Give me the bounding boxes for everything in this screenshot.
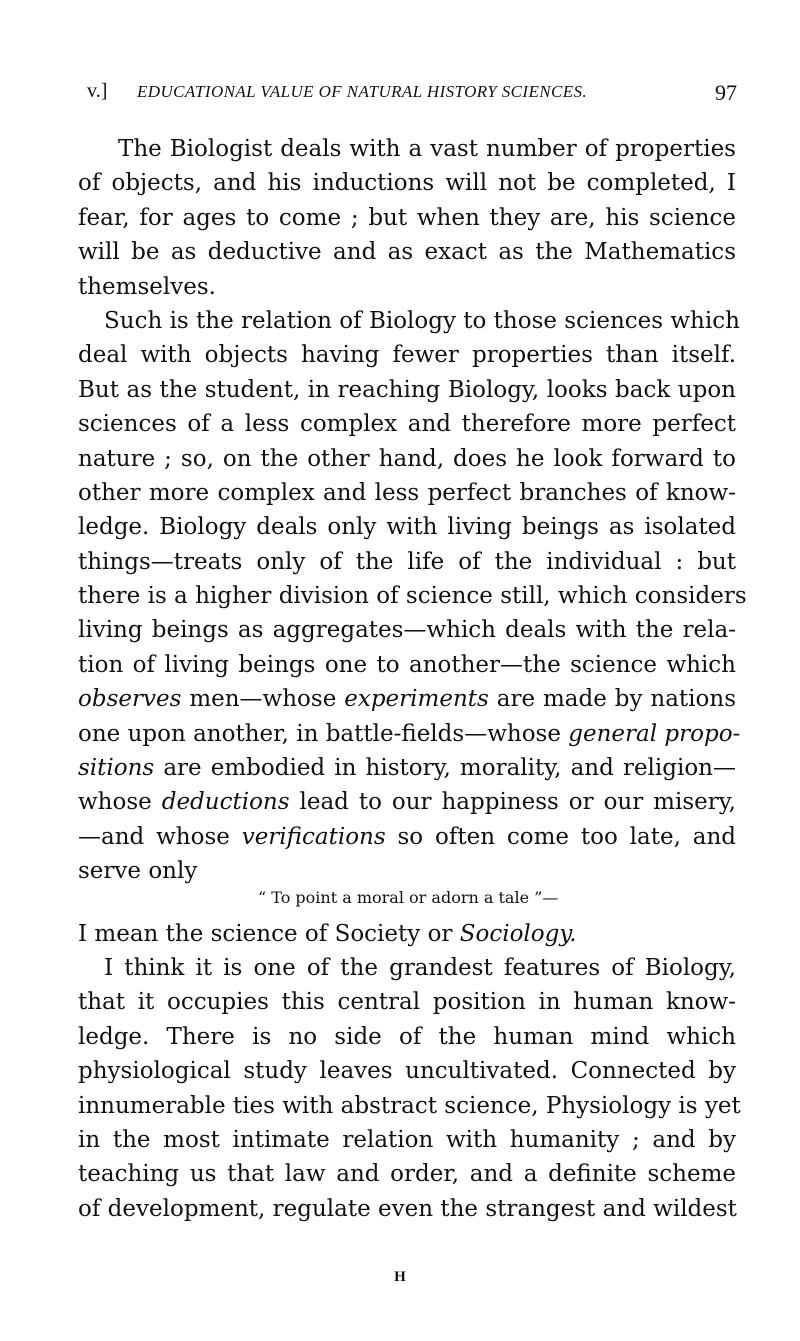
italic-phrase: sitions	[78, 755, 155, 782]
text-segment: I mean the science of Society or	[78, 920, 460, 947]
italic-phrase: experiments	[344, 686, 489, 713]
text-line	[78, 682, 736, 716]
text-line: But as the student, in reaching Biology, looks back upon	[78, 376, 736, 403]
page-number: 97	[715, 80, 737, 105]
text-segment: —and whose	[78, 823, 242, 850]
text-segment: so often come too late, and	[385, 823, 736, 850]
text-line: physiological study leaves uncultivated. Connected by	[78, 1058, 736, 1085]
text-line: that it occupies this central position in human know-	[78, 989, 736, 1016]
body-text	[78, 132, 747, 1226]
text-line: sciences of a less complex and therefore more perfect	[78, 411, 736, 438]
italic-phrase: observes	[78, 686, 182, 713]
running-title: EDUCATIONAL VALUE OF NATURAL HISTORY SCIENCES.	[137, 82, 588, 101]
text-segment: are made by nations	[488, 686, 736, 713]
text-line: there is a higher division of science still, which considers	[78, 583, 747, 610]
text-line: nature ; so, on the other hand, does he look forward to	[78, 445, 736, 472]
text-line: fear, for ages to come ; but when they are, his science	[78, 204, 736, 231]
text-line	[78, 751, 736, 785]
running-head	[87, 80, 737, 110]
text-line: ledge. There is no side of the human mind which	[78, 1023, 736, 1050]
text-line: will be as deductive and as exact as the Mathematics	[78, 239, 736, 266]
text-segment: are embodied in history, morality, and religion—	[154, 755, 736, 782]
text-line	[78, 785, 736, 819]
text-line: deal with objects having fewer properties than itself.	[78, 342, 736, 369]
signature-mark: H	[394, 1269, 406, 1285]
text-line: other more complex and less perfect branches of know-	[78, 479, 736, 506]
italic-phrase: verifications	[241, 823, 386, 850]
text-line: The Biologist deals with a vast number of properties	[118, 136, 736, 162]
italic-phrase: general propo-	[568, 720, 741, 747]
text-line: living beings as aggregates—which deals with the rela-	[78, 617, 736, 644]
text-line: teaching us that law and order, and a definite scheme	[78, 1161, 736, 1188]
text-segment: whose	[78, 789, 162, 816]
text-line: serve only	[78, 858, 198, 885]
text-line: Such is the relation of Biology to those sciences which	[104, 307, 740, 334]
italic-phrase: Sociology.	[459, 920, 577, 947]
text-line: tion of living beings one to another—the science which	[78, 651, 736, 678]
text-line: I think it is one of the grandest features of Biology,	[104, 954, 736, 981]
text-line	[78, 820, 736, 854]
text-line: of objects, and his inductions will not be completed, I	[78, 170, 736, 197]
text-line: things—treats only of the life of the individual : but	[78, 548, 736, 575]
text-line: ledge. Biology deals only with living beings as isolated	[78, 514, 736, 541]
text-line: of development, regulate even the strangest and wildest	[78, 1195, 737, 1222]
text-line: themselves.	[78, 273, 216, 300]
quotation-line: “ To point a moral or adorn a tale ”—	[258, 887, 559, 907]
text-line: in the most intimate relation with humanity ; and by	[78, 1126, 736, 1153]
text-line: innumerable ties with abstract science, Physiology is yet	[78, 1092, 741, 1119]
italic-phrase: deductions	[161, 789, 290, 816]
text-line	[78, 917, 736, 951]
chapter-number: v.]	[87, 80, 108, 102]
text-segment: one upon another, in battle-fields—whose	[78, 720, 569, 747]
text-segment: lead to our happiness or our misery,	[289, 789, 736, 816]
text-line	[78, 717, 741, 751]
text-segment: men—whose	[181, 686, 345, 713]
